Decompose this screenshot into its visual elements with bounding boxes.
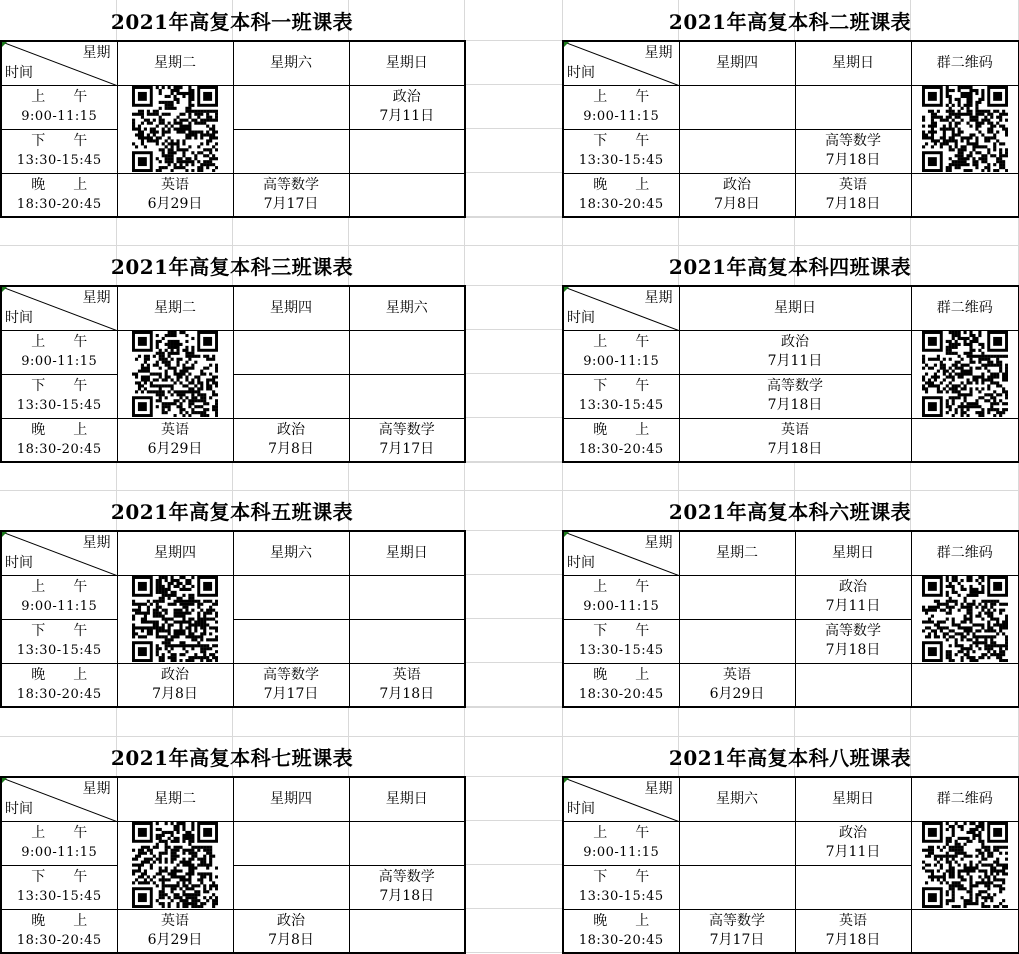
schedule-table (0, 776, 466, 954)
corner-time-label: 时间 (567, 309, 595, 326)
time-slot-range: 9:00-11:15 (583, 109, 660, 124)
column-header: 星期日 (795, 41, 911, 85)
time-slot-row (563, 821, 1019, 865)
course-date: 7月18日 (825, 195, 881, 212)
time-slot-range: 13:30-15:45 (578, 889, 664, 904)
time-slot-name: 上 午 (593, 89, 650, 105)
course-date: 7月11日 (379, 108, 435, 124)
time-slot-range: 9:00-11:15 (583, 354, 660, 369)
qr-code-image (132, 822, 218, 908)
qr-code-image (922, 86, 1008, 172)
column-header: 群二维码 (911, 41, 1019, 85)
course-cell (233, 865, 349, 909)
corner-time-label: 时间 (5, 309, 33, 326)
column-header: 星期四 (117, 531, 233, 575)
schedule-table (0, 530, 466, 708)
time-slot-cell (1, 865, 117, 909)
course-name: 高等数学 (378, 869, 435, 885)
time-slot-name: 晚 上 (593, 666, 650, 683)
time-slot-range: 9:00-11:15 (21, 109, 98, 124)
column-header: 星期日 (795, 531, 911, 575)
time-slot-cell (563, 865, 679, 909)
time-slot-cell (563, 374, 679, 418)
corner-time-label: 时间 (567, 64, 595, 81)
time-slot-name: 上 午 (593, 334, 650, 350)
time-slot-cell (1, 909, 117, 953)
course-date: 6月29日 (147, 195, 203, 212)
column-header: 星期六 (679, 777, 795, 821)
course-cell (233, 173, 349, 217)
time-slot-name: 上 午 (31, 89, 88, 105)
schedule-title: 2021年高复本科六班课表 (668, 499, 912, 524)
course-cell (233, 129, 349, 173)
schedule-table (0, 285, 466, 463)
time-slot-row (1, 85, 465, 129)
time-slot-cell (563, 663, 679, 707)
time-slot-cell (1, 575, 117, 619)
course-cell (233, 85, 349, 129)
course-name: 英语 (839, 912, 867, 929)
course-cell (349, 418, 465, 462)
course-name: 英语 (392, 666, 421, 683)
corner-header-cell (563, 777, 679, 821)
corner-weekday-label: 星期 (644, 781, 673, 797)
cell-comment-marker (2, 778, 7, 783)
time-slot-name: 下 午 (31, 623, 88, 639)
course-cell (795, 821, 911, 865)
column-header: 星期六 (233, 41, 349, 85)
time-slot-row (1, 173, 465, 217)
course-name: 英语 (161, 421, 189, 438)
cell-comment-marker (564, 532, 569, 537)
time-slot-name: 上 午 (31, 334, 88, 350)
time-slot-name: 下 午 (31, 133, 88, 149)
corner-header-cell (563, 286, 679, 330)
schedule-title: 2021年高复本科七班课表 (110, 745, 354, 770)
time-slot-name: 晚 上 (31, 421, 88, 438)
qr-code-image (132, 86, 218, 172)
corner-time-label: 时间 (5, 554, 33, 571)
time-slot-row (563, 173, 1019, 217)
course-cell (795, 865, 911, 909)
qr-code-cell (911, 575, 1019, 663)
time-slot-range: 9:00-11:15 (21, 845, 98, 860)
schedule-table (562, 776, 1019, 954)
course-cell (679, 619, 795, 663)
course-date: 7月18日 (379, 888, 435, 904)
column-header: 星期二 (117, 777, 233, 821)
course-cell (349, 173, 465, 217)
time-slot-name: 上 午 (31, 579, 88, 595)
course-cell (679, 663, 795, 707)
column-header: 星期日 (349, 41, 465, 85)
schedule-title: 2021年高复本科三班课表 (110, 254, 354, 279)
course-name: 高等数学 (825, 133, 881, 149)
corner-time-label: 时间 (567, 554, 595, 571)
header-row (1, 41, 465, 85)
time-slot-row (563, 418, 1019, 462)
schedule-title: 2021年高复本科五班课表 (110, 499, 354, 524)
time-slot-cell (563, 129, 679, 173)
corner-weekday-label: 星期 (644, 535, 673, 551)
time-slot-cell (563, 85, 679, 129)
time-slot-range: 9:00-11:15 (21, 354, 98, 369)
course-cell (349, 330, 465, 374)
schedule-table (562, 285, 1019, 463)
time-slot-name: 下 午 (31, 869, 88, 885)
time-slot-row (563, 85, 1019, 129)
course-name: 高等数学 (263, 176, 319, 193)
course-name: 政治 (723, 176, 751, 193)
course-name: 英语 (839, 176, 867, 193)
time-slot-cell (1, 129, 117, 173)
time-slot-range: 18:30-20:45 (578, 932, 664, 948)
course-cell (679, 374, 911, 418)
time-slot-range: 18:30-20:45 (16, 441, 102, 457)
time-slot-name: 下 午 (593, 378, 650, 394)
course-cell (117, 663, 233, 707)
course-cell (349, 374, 465, 418)
time-slot-name: 晚 上 (31, 176, 88, 193)
course-name: 政治 (392, 89, 421, 105)
course-cell (795, 619, 911, 663)
course-date: 7月11日 (825, 598, 881, 614)
course-date: 7月17日 (709, 931, 765, 948)
course-cell (233, 619, 349, 663)
course-date: 7月18日 (767, 440, 823, 457)
course-cell (679, 418, 911, 462)
course-cell (117, 418, 233, 462)
course-cell (795, 909, 911, 953)
course-cell (911, 663, 1019, 707)
course-date: 6月29日 (147, 931, 203, 948)
schedule-block (562, 0, 1018, 216)
time-slot-cell (1, 663, 117, 707)
time-slot-cell (563, 575, 679, 619)
course-cell (679, 821, 795, 865)
course-cell (679, 865, 795, 909)
column-header: 星期四 (679, 41, 795, 85)
time-slot-name: 下 午 (593, 623, 650, 639)
qr-code-image (132, 576, 218, 662)
course-cell (349, 865, 465, 909)
time-slot-range: 18:30-20:45 (16, 686, 102, 702)
time-slot-name: 下 午 (593, 869, 650, 885)
cell-comment-marker (564, 42, 569, 47)
time-slot-range: 18:30-20:45 (578, 196, 664, 212)
time-slot-name: 晚 上 (31, 666, 88, 683)
course-name: 政治 (839, 825, 867, 841)
time-slot-cell (1, 821, 117, 865)
time-slot-row (563, 909, 1019, 953)
time-slot-name: 晚 上 (593, 176, 650, 193)
column-header: 星期六 (349, 286, 465, 330)
schedule-block (0, 490, 464, 706)
qr-code-cell (911, 330, 1019, 418)
course-cell (679, 909, 795, 953)
course-cell (117, 173, 233, 217)
time-slot-cell (1, 330, 117, 374)
time-slot-range: 18:30-20:45 (578, 441, 664, 457)
course-cell (349, 619, 465, 663)
time-slot-row (1, 909, 465, 953)
time-slot-row (1, 330, 465, 374)
schedule-block (562, 736, 1018, 952)
time-slot-row (1, 129, 465, 173)
course-date: 7月8日 (268, 931, 314, 948)
column-header: 星期六 (233, 531, 349, 575)
time-slot-row (1, 374, 465, 418)
header-row (563, 777, 1019, 821)
qr-code-image (922, 576, 1008, 662)
corner-weekday-label: 星期 (644, 45, 673, 61)
corner-header-cell (1, 777, 117, 821)
header-row (1, 531, 465, 575)
column-header: 星期日 (795, 777, 911, 821)
corner-weekday-label: 星期 (82, 45, 111, 61)
course-cell (117, 909, 233, 953)
time-slot-row (1, 418, 465, 462)
course-name: 英语 (161, 176, 189, 193)
column-header: 群二维码 (911, 286, 1019, 330)
course-cell (349, 663, 465, 707)
time-slot-cell (563, 330, 679, 374)
time-slot-row (1, 619, 465, 663)
time-slot-range: 13:30-15:45 (578, 643, 664, 658)
course-cell (349, 129, 465, 173)
course-name: 政治 (781, 334, 809, 350)
qr-code-cell (117, 821, 233, 909)
time-slot-cell (1, 85, 117, 129)
schedule-title: 2021年高复本科四班课表 (668, 254, 912, 279)
column-header: 星期四 (233, 777, 349, 821)
time-slot-range: 9:00-11:15 (583, 845, 660, 860)
course-cell (349, 909, 465, 953)
corner-header-cell (563, 41, 679, 85)
time-slot-name: 晚 上 (593, 421, 650, 438)
course-name: 高等数学 (825, 623, 881, 639)
course-name: 高等数学 (767, 378, 823, 394)
cell-comment-marker (2, 287, 7, 292)
course-cell (795, 173, 911, 217)
time-slot-row (1, 821, 465, 865)
schedule-block (562, 490, 1018, 706)
course-cell (233, 374, 349, 418)
time-slot-range: 13:30-15:45 (578, 153, 664, 168)
course-date: 7月18日 (825, 642, 881, 658)
corner-weekday-label: 星期 (644, 290, 673, 306)
header-row (563, 531, 1019, 575)
corner-header-cell (563, 531, 679, 575)
time-slot-range: 13:30-15:45 (16, 398, 102, 413)
time-slot-name: 晚 上 (31, 912, 88, 929)
course-date: 7月18日 (379, 685, 435, 702)
column-header: 星期二 (679, 531, 795, 575)
schedule-table (562, 40, 1019, 218)
course-cell (349, 85, 465, 129)
time-slot-cell (563, 173, 679, 217)
time-slot-cell (1, 619, 117, 663)
course-date: 7月8日 (714, 195, 760, 212)
schedule-block (0, 0, 464, 216)
time-slot-cell (1, 173, 117, 217)
course-date: 7月17日 (263, 685, 319, 702)
cell-comment-marker (2, 42, 7, 47)
corner-header-cell (1, 531, 117, 575)
time-slot-range: 13:30-15:45 (16, 153, 102, 168)
column-header: 星期日 (679, 286, 911, 330)
qr-code-cell (117, 330, 233, 418)
qr-code-cell (911, 85, 1019, 173)
corner-time-label: 时间 (5, 800, 33, 817)
schedule-table (562, 530, 1019, 708)
course-name: 高等数学 (378, 421, 435, 438)
course-cell (233, 821, 349, 865)
column-header: 群二维码 (911, 777, 1019, 821)
course-date: 7月17日 (263, 195, 319, 212)
time-slot-cell (1, 374, 117, 418)
course-cell (795, 129, 911, 173)
time-slot-name: 下 午 (31, 378, 88, 394)
course-name: 英语 (161, 912, 189, 929)
corner-weekday-label: 星期 (82, 290, 111, 306)
course-cell (679, 575, 795, 619)
course-cell (349, 821, 465, 865)
course-cell (795, 85, 911, 129)
corner-time-label: 时间 (5, 64, 33, 81)
course-cell (795, 575, 911, 619)
time-slot-row (563, 663, 1019, 707)
course-cell (795, 663, 911, 707)
time-slot-range: 18:30-20:45 (16, 196, 102, 212)
course-cell (911, 173, 1019, 217)
course-date: 7月11日 (767, 353, 823, 369)
corner-header-cell (1, 286, 117, 330)
course-cell (911, 909, 1019, 953)
time-slot-row (563, 575, 1019, 619)
time-slot-name: 下 午 (593, 133, 650, 149)
course-cell (233, 663, 349, 707)
schedule-block (0, 245, 464, 461)
course-date: 7月8日 (268, 440, 314, 457)
time-slot-range: 13:30-15:45 (16, 643, 102, 658)
course-name: 政治 (161, 666, 189, 683)
course-name: 高等数学 (263, 666, 319, 683)
schedule-table (0, 40, 466, 218)
time-slot-range: 13:30-15:45 (578, 398, 664, 413)
corner-weekday-label: 星期 (82, 535, 111, 551)
course-cell (679, 85, 795, 129)
schedule-block (562, 245, 1018, 461)
time-slot-range: 18:30-20:45 (578, 686, 664, 702)
course-cell (233, 575, 349, 619)
course-cell (679, 330, 911, 374)
course-date: 7月18日 (825, 152, 881, 168)
cell-comment-marker (564, 778, 569, 783)
course-date: 7月18日 (825, 931, 881, 948)
time-slot-name: 上 午 (593, 579, 650, 595)
column-header: 星期二 (117, 41, 233, 85)
course-date: 7月8日 (152, 685, 198, 702)
course-date: 6月29日 (147, 440, 203, 457)
time-slot-name: 晚 上 (593, 912, 650, 929)
time-slot-cell (563, 909, 679, 953)
schedule-title: 2021年高复本科八班课表 (668, 745, 912, 770)
time-slot-cell (1, 418, 117, 462)
column-header: 星期日 (349, 777, 465, 821)
header-row (1, 777, 465, 821)
time-slot-cell (563, 821, 679, 865)
course-cell (679, 173, 795, 217)
column-header: 星期四 (233, 286, 349, 330)
schedule-title: 2021年高复本科二班课表 (668, 9, 912, 34)
course-name: 英语 (781, 421, 809, 438)
course-date: 7月17日 (379, 440, 435, 457)
cell-comment-marker (2, 532, 7, 537)
header-row (563, 41, 1019, 85)
course-name: 政治 (277, 421, 305, 438)
column-header: 星期日 (349, 531, 465, 575)
header-row (1, 286, 465, 330)
time-slot-row (1, 865, 465, 909)
schedule-title: 2021年高复本科一班课表 (110, 9, 354, 34)
time-slot-cell (563, 418, 679, 462)
time-slot-row (1, 575, 465, 619)
course-name: 政治 (277, 912, 305, 929)
course-cell (349, 575, 465, 619)
qr-code-cell (117, 85, 233, 173)
course-cell (233, 330, 349, 374)
qr-code-image (922, 822, 1008, 908)
qr-code-image (132, 331, 218, 417)
time-slot-cell (563, 619, 679, 663)
header-row (563, 286, 1019, 330)
time-slot-range: 9:00-11:15 (21, 599, 98, 614)
course-date: 7月11日 (825, 844, 881, 860)
course-cell (233, 909, 349, 953)
column-header: 群二维码 (911, 531, 1019, 575)
time-slot-name: 上 午 (31, 825, 88, 841)
time-slot-range: 13:30-15:45 (16, 889, 102, 904)
column-header: 星期二 (117, 286, 233, 330)
corner-time-label: 时间 (567, 800, 595, 817)
course-cell (911, 418, 1019, 462)
schedule-block (0, 736, 464, 952)
course-name: 高等数学 (709, 912, 765, 929)
corner-header-cell (1, 41, 117, 85)
course-name: 英语 (723, 666, 751, 683)
course-date: 6月29日 (709, 685, 765, 702)
corner-weekday-label: 星期 (82, 781, 111, 797)
course-name: 政治 (839, 579, 867, 595)
time-slot-row (563, 330, 1019, 374)
course-cell (679, 129, 795, 173)
time-slot-range: 18:30-20:45 (16, 932, 102, 948)
qr-code-cell (117, 575, 233, 663)
qr-code-image (922, 331, 1008, 417)
time-slot-range: 9:00-11:15 (583, 599, 660, 614)
course-cell (233, 418, 349, 462)
course-date: 7月18日 (767, 397, 823, 413)
cell-comment-marker (564, 287, 569, 292)
time-slot-row (1, 663, 465, 707)
time-slot-name: 上 午 (593, 825, 650, 841)
qr-code-cell (911, 821, 1019, 909)
